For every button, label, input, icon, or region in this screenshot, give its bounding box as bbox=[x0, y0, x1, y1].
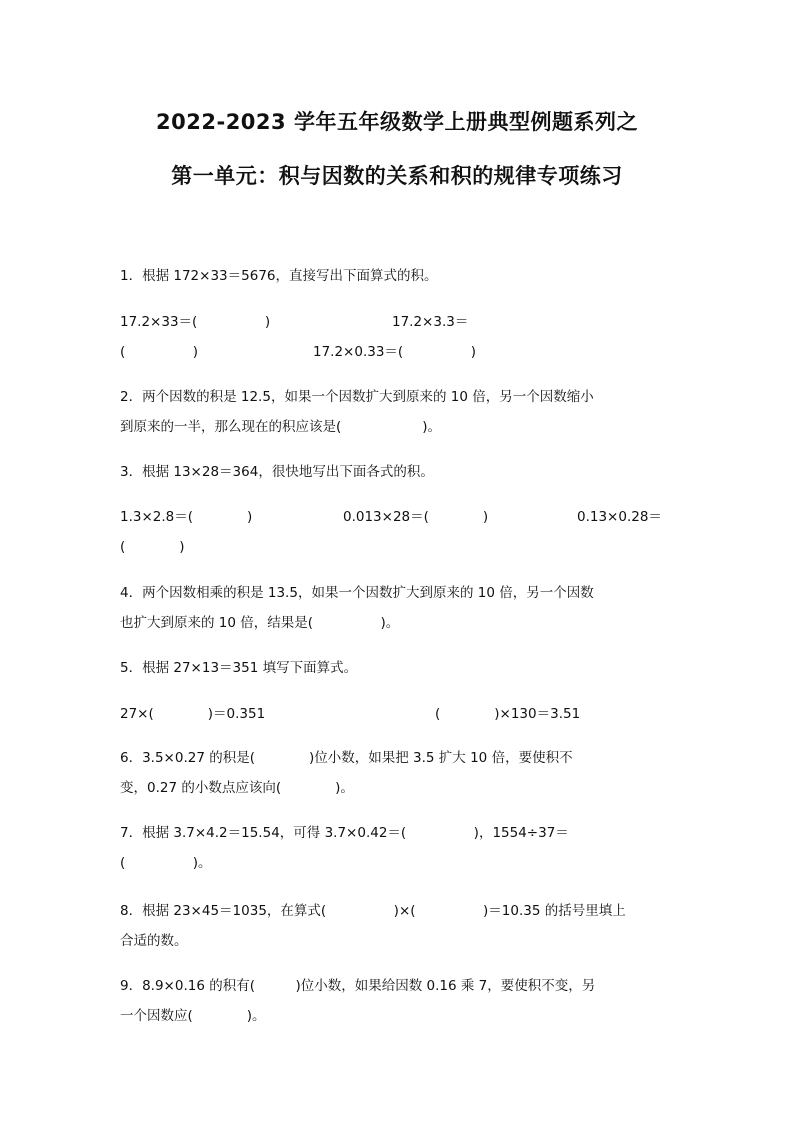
question-4-line2: 也扩大到原来的 10 倍，结果是( )。 bbox=[120, 615, 400, 631]
page-title-line2: 第一单元：积与因数的关系和积的规律专项练习 bbox=[171, 164, 623, 188]
question-5-stem: 5．根据 27×13＝351 填写下面算式。 bbox=[120, 660, 358, 676]
question-6-line2: 变，0.27 的小数点应该向( )。 bbox=[120, 780, 354, 796]
question-8-line1: 8．根据 23×45＝1035，在算式( )×( )＝10.35 的括号里填上 bbox=[120, 903, 626, 919]
question-8-line2: 合适的数。 bbox=[120, 933, 188, 949]
question-5-item-b: ( )×130＝3.51 bbox=[435, 706, 581, 722]
question-2-line1: 2．两个因数的积是 12.5，如果一个因数扩大到原来的 10 倍，另一个因数缩小 bbox=[120, 389, 594, 405]
question-3-item-a: 1.3×2.8＝( ) bbox=[120, 509, 253, 525]
question-1-item-b-blank: ( ) bbox=[120, 344, 199, 360]
page-title-line1: 2022-2023 学年五年级数学上册典型例题系列之 bbox=[156, 110, 638, 134]
question-1-item-b: 17.2×3.3＝ bbox=[392, 314, 469, 330]
question-1-item-c: 17.2×0.33＝( ) bbox=[313, 344, 476, 360]
question-4-line1: 4．两个因数相乘的积是 13.5，如果一个因数扩大到原来的 10 倍，另一个因数 bbox=[120, 585, 594, 601]
question-3-stem: 3．根据 13×28＝364，很快地写出下面各式的积。 bbox=[120, 464, 434, 480]
question-7-line2: ( )。 bbox=[120, 855, 212, 871]
question-9-line1: 9．8.9×0.16 的积有( )位小数，如果给因数 0.16 乘 7，要使积不变，另 bbox=[120, 978, 596, 994]
question-1-stem: 1．根据 172×33＝5676，直接写出下面算式的积。 bbox=[120, 268, 438, 284]
question-1-item-a: 17.2×33＝( ) bbox=[120, 314, 271, 330]
question-7-line1: 7．根据 3.7×4.2＝15.54，可得 3.7×0.42＝( )，1554÷37＝ bbox=[120, 825, 569, 841]
question-3-item-c: 0.13×0.28＝ bbox=[577, 509, 662, 525]
question-6-line1: 6．3.5×0.27 的积是( )位小数，如果把 3.5 扩大 10 倍，要使积不 bbox=[120, 750, 573, 766]
question-2-line2: 到原来的一半，那么现在的积应该是( )。 bbox=[120, 419, 442, 435]
question-3-item-c-blank: ( ) bbox=[120, 539, 185, 555]
question-5-item-a: 27×( )＝0.351 bbox=[120, 706, 266, 722]
question-9-line2: 一个因数应( )。 bbox=[120, 1008, 266, 1024]
question-3-item-b: 0.013×28＝( ) bbox=[343, 509, 489, 525]
